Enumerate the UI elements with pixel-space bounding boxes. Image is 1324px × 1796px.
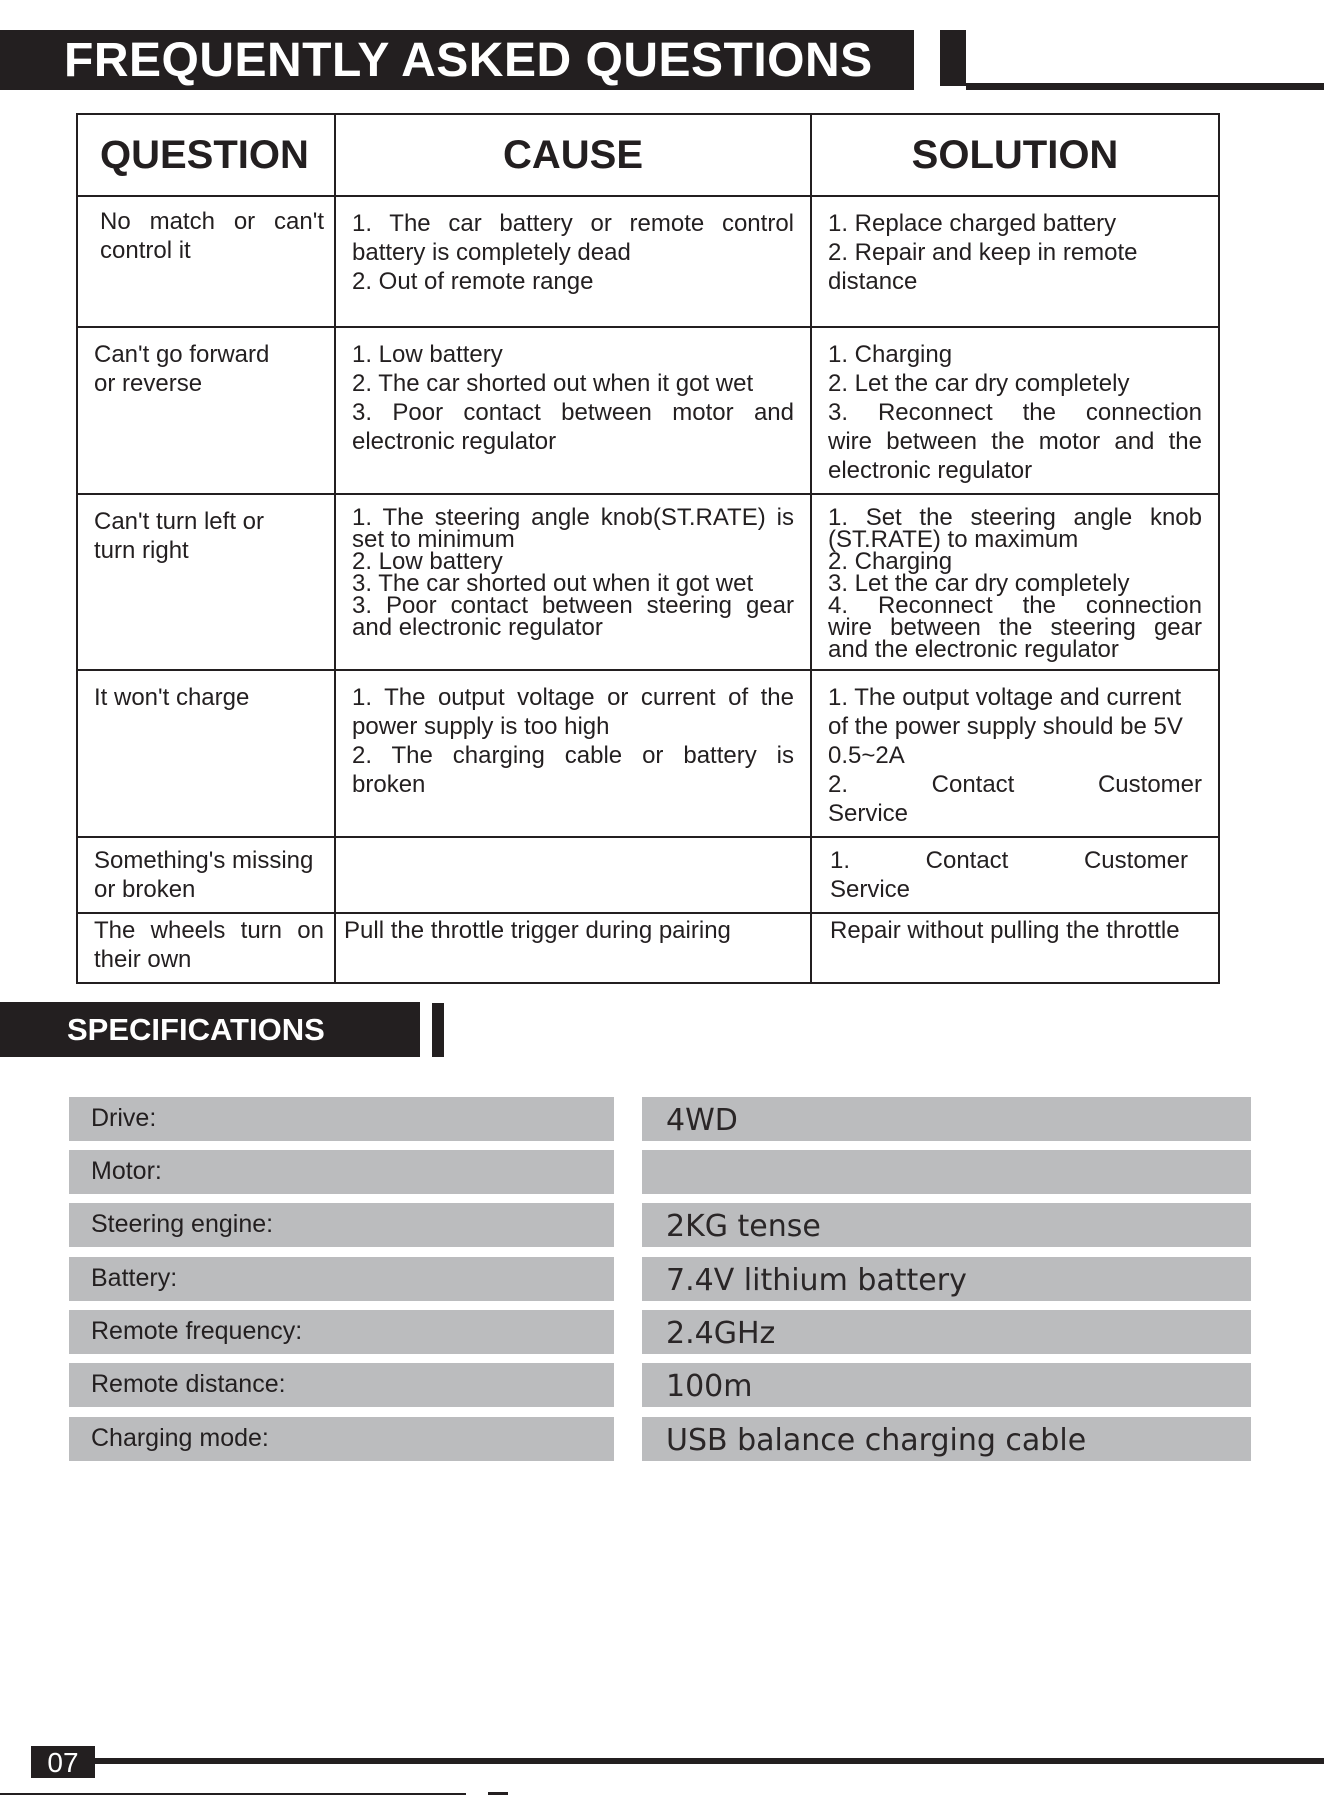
spec-label-box [69, 1150, 614, 1194]
cause-line: 2. The charging cable or battery is broken [352, 742, 794, 798]
question-line: control it [100, 237, 191, 264]
faq-header-notch [940, 30, 966, 86]
spec-label: Remote frequency: [91, 1317, 303, 1345]
specs-title: SPECIFICATIONS [67, 1012, 325, 1047]
spec-label-box [69, 1310, 614, 1354]
solution-line: 2. Let the car dry completely [828, 370, 1130, 397]
spec-label: Steering engine: [91, 1210, 274, 1238]
solution-line: of the power supply should be 5V [828, 713, 1183, 740]
question-line: The wheels turn on [94, 917, 324, 944]
solution-line: 0.5~2A [828, 742, 905, 769]
spec-value-box [642, 1203, 1251, 1247]
faq-cause-cell [335, 494, 811, 670]
cause-line: 2. The car shorted out when it got wet [352, 370, 754, 397]
cause-line: battery is completely dead [352, 239, 631, 266]
faq-solution-cell [811, 327, 1219, 494]
solution-line: Service [830, 876, 911, 903]
spec-label-box [69, 1417, 614, 1461]
spec-value: 100m [666, 1369, 753, 1404]
spec-label-box [69, 1097, 614, 1141]
faq-cause-cell [335, 196, 811, 327]
solution-line: 4. Reconnect the connection [828, 592, 1202, 619]
cause-line: set to minimum [352, 526, 515, 553]
spec-label: Battery: [91, 1264, 178, 1292]
spec-value: USB balance charging cable [666, 1423, 1087, 1458]
spec-row-steering-engine [0, 1203, 1324, 1247]
faq-cause-cell [335, 670, 811, 837]
faq-question-cell [77, 196, 335, 327]
question-line: turn right [94, 537, 189, 564]
header-cause: CAUSE [335, 114, 811, 196]
question-line: or reverse [94, 370, 203, 397]
question-line: or broken [94, 876, 196, 903]
spec-value-box [642, 1417, 1251, 1461]
faq-solution-cell [811, 494, 1219, 670]
solution-line: Repair without pulling the throttle [830, 917, 1180, 944]
faq-solution-cell [811, 837, 1219, 913]
faq-title: FREQUENTLY ASKED QUESTIONS [64, 34, 873, 87]
cause-line: power supply is too high [352, 713, 610, 740]
solution-line: electronic regulator [828, 457, 1033, 484]
faq-row [77, 196, 1219, 327]
spec-value-box [642, 1097, 1251, 1141]
cause-line: 3. The car shorted out when it got wet [352, 570, 754, 597]
question-line: their own [94, 946, 192, 973]
footer-rule-thin [0, 1793, 466, 1795]
faq-row [77, 670, 1219, 837]
faq-question-cell [77, 327, 335, 494]
solution-line: 3. Let the car dry completely [828, 570, 1130, 597]
question-line: Can't go forward [94, 341, 270, 368]
cause-line: Pull the throttle trigger during pairing [344, 917, 731, 944]
specs-header-notch [432, 1003, 444, 1057]
solution-line: Service [828, 800, 909, 827]
footer-rule [95, 1758, 1324, 1764]
spec-label: Remote distance: [91, 1370, 286, 1398]
question-line: No match or can't [100, 208, 324, 235]
solution-line: and the electronic regulator [828, 636, 1119, 663]
cause-line: and electronic regulator [352, 614, 603, 641]
header-solution: SOLUTION [811, 114, 1219, 196]
spec-row-motor [0, 1150, 1324, 1194]
cause-line: 3. Poor contact between steering gear [352, 592, 794, 619]
spec-label: Drive: [91, 1104, 157, 1132]
solution-line: 2. Repair and keep in remote [828, 239, 1138, 266]
spec-value: 2.4GHz [666, 1316, 776, 1351]
faq-header-row [77, 114, 1219, 196]
solution-line: 1. Replace charged battery [828, 210, 1117, 237]
cause-line: 1. The car battery or remote control [352, 210, 794, 237]
solution-line: 1. Contact Customer [830, 847, 1188, 874]
faq-cause-cell [335, 327, 811, 494]
cause-line: 1. The output voltage or current of the [352, 684, 794, 711]
faq-row [77, 913, 1219, 983]
solution-line: wire between the steering gear [828, 614, 1202, 641]
spec-value-box [642, 1257, 1251, 1301]
faq-row [77, 327, 1219, 494]
spec-value-box [642, 1310, 1251, 1354]
faq-table [76, 113, 1220, 984]
solution-line: distance [828, 268, 918, 295]
question-line: Can't turn left or [94, 508, 264, 535]
faq-cause-cell [335, 913, 811, 983]
spec-value: 7.4V lithium battery [666, 1263, 967, 1298]
faq-row [77, 494, 1219, 670]
faq-question-cell [77, 670, 335, 837]
solution-line: 3. Reconnect the connection [828, 399, 1202, 426]
faq-header-rule [966, 83, 1324, 90]
solution-line: (ST.RATE) to maximum [828, 526, 1079, 553]
cause-line: 1. Low battery [352, 341, 503, 368]
spec-label-box [69, 1363, 614, 1407]
spec-label: Motor: [91, 1157, 162, 1185]
cause-line: 2. Out of remote range [352, 268, 594, 295]
solution-line: 2. Contact Customer [828, 771, 1202, 798]
spec-label-box [69, 1257, 614, 1301]
solution-line: 1. Charging [828, 341, 953, 368]
question-line: It won't charge [94, 684, 250, 711]
spec-value-box [642, 1150, 1251, 1194]
spec-row-drive [0, 1097, 1324, 1141]
cause-line: 1. The steering angle knob(ST.RATE) is [352, 504, 794, 531]
spec-value: 4WD [666, 1103, 738, 1138]
spec-label-box [69, 1203, 614, 1247]
cause-line: electronic regulator [352, 428, 557, 455]
footer-tick [488, 1792, 508, 1795]
spec-value-box [642, 1363, 1251, 1407]
spec-label: Charging mode: [91, 1424, 269, 1452]
spec-row-battery [0, 1257, 1324, 1301]
faq-solution-cell [811, 196, 1219, 327]
spec-value: 2KG tense [666, 1209, 821, 1244]
page-number: 07 [47, 1747, 79, 1778]
faq-solution-cell [811, 670, 1219, 837]
faq-question-cell [77, 494, 335, 670]
spec-row-remote-frequency [0, 1310, 1324, 1354]
spec-row-remote-distance [0, 1363, 1324, 1407]
solution-line: 1. The output voltage and current [828, 684, 1182, 711]
faq-question-cell [77, 837, 335, 913]
faq-row [77, 837, 1219, 913]
cause-line: 2. Low battery [352, 548, 503, 575]
header-question: QUESTION [77, 114, 335, 196]
question-line: Something's missing [94, 847, 314, 874]
spec-row-charging-mode [0, 1417, 1324, 1461]
cause-line: 3. Poor contact between motor and [352, 399, 794, 426]
faq-question-cell [77, 913, 335, 983]
solution-line: 1. Set the steering angle knob [828, 504, 1202, 531]
faq-solution-cell [811, 913, 1219, 983]
solution-line: wire between the motor and the [828, 428, 1202, 455]
solution-line: 2. Charging [828, 548, 953, 575]
faq-cause-cell-empty [335, 837, 811, 913]
